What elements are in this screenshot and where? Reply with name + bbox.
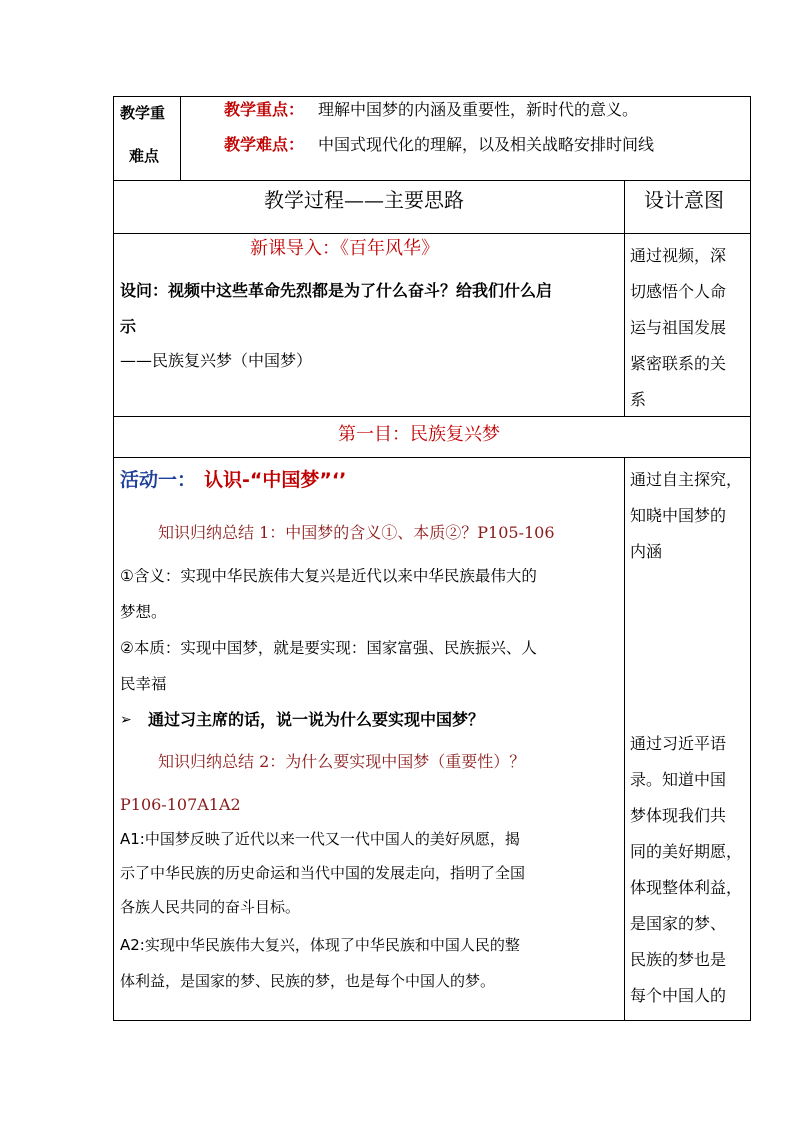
column-divider xyxy=(180,96,181,180)
intent-line: 梦体现我们共 xyxy=(630,806,727,825)
pages-ref: P106-107A1A2 xyxy=(120,795,241,814)
activity-title: 认识-“中国梦”‘’ xyxy=(204,469,347,491)
intent-line: 通过习近平语 xyxy=(630,734,727,753)
table-border-bottom xyxy=(113,1020,751,1021)
difficulty-label-line2: 难点 xyxy=(129,147,160,165)
intro-intent xyxy=(630,238,748,418)
intent-header: 设计意图 xyxy=(644,188,724,212)
meaning-line2: 梦想。 xyxy=(120,603,167,621)
hard-point-label: 教学难点： xyxy=(224,135,305,154)
intent-line: 民族的梦也是 xyxy=(630,950,727,969)
bullet-arrow-icon: ➢ xyxy=(120,712,132,728)
intent-line: 紧密联系的关 xyxy=(630,354,727,373)
intent-line: 内涵 xyxy=(630,542,663,561)
row-divider xyxy=(113,457,751,458)
intent-line: 体现整体利益， xyxy=(630,878,743,897)
intent-line: 通过自主探究， xyxy=(630,470,743,489)
a1-line3: 各族人民共同的奋斗目标。 xyxy=(120,898,301,916)
a2-line2: 体利益，是国家的梦、民族的梦，也是每个中国人的梦。 xyxy=(120,972,496,990)
row-divider xyxy=(113,180,751,181)
a1-line1: A1:中国梦反映了近代以来一代又一代中国人的美好夙愿，揭 xyxy=(120,830,520,848)
summary-2: 知识归纳总结 2：为什么要实现中国梦（重要性）？ xyxy=(158,752,526,771)
intro-question-line2: 示 xyxy=(120,317,137,336)
intent-line: 知晓中国梦的 xyxy=(630,506,727,525)
summary-1: 知识归纳总结 1：中国梦的含义①、本质②？P105-106 xyxy=(158,523,555,542)
intent-line: 系 xyxy=(630,390,647,409)
essence-line2: 民幸福 xyxy=(120,675,167,693)
activity-intent-bottom xyxy=(630,726,748,1014)
intent-line: 录。知道中国 xyxy=(630,770,727,789)
a2-line1: A2:实现中华民族伟大复兴，体现了中华民族和中国人民的整 xyxy=(120,936,520,954)
essence-line1: ②本质：实现中国梦，就是要实现：国家富强、民族振兴、人 xyxy=(120,639,537,657)
row-divider xyxy=(113,233,751,234)
column-divider xyxy=(624,457,625,1020)
table-border-top xyxy=(113,96,751,97)
intro-title: 新课导入：《百年风华》 xyxy=(250,238,439,259)
intent-line: 每个中国人的 xyxy=(630,986,727,1005)
intro-question-line1: 设问：视频中这些革命先烈都是为了什么奋斗？给我们什么启 xyxy=(120,281,553,300)
intent-line: 是国家的梦、 xyxy=(630,914,727,933)
table-border-right xyxy=(750,96,751,1021)
activity-title-prefix: 活动一： xyxy=(120,469,197,491)
a1-line2: 示了中华民族的历史命运和当代中国的发展走向，指明了全国 xyxy=(120,864,526,882)
section-title: 第一目：民族复兴梦 xyxy=(338,424,500,445)
bullet-text: 通过习主席的话，说一说为什么要实现中国梦？ xyxy=(148,710,485,729)
intent-line: 切感悟个人命 xyxy=(630,282,727,301)
column-divider xyxy=(624,180,625,416)
process-header: 教学过程——主要思路 xyxy=(264,188,464,212)
table-border-left xyxy=(113,96,114,1021)
hard-point-text: 中国式现代化的理解，以及相关战略安排时间线 xyxy=(318,135,655,154)
activity-intent-top xyxy=(630,462,748,570)
key-point-text: 理解中国梦的内涵及重要性，新时代的意义。 xyxy=(318,100,639,119)
key-point-label: 教学重点： xyxy=(224,100,305,119)
intent-line: 运与祖国发展 xyxy=(630,318,727,337)
intro-answer: ——民族复兴梦（中国梦） xyxy=(120,351,313,370)
intent-line: 通过视频，深 xyxy=(630,246,727,265)
difficulty-label-line1: 教学重 xyxy=(120,104,166,122)
intent-line: 同的美好期愿， xyxy=(630,842,743,861)
meaning-line1: ①含义：实现中华民族伟大复兴是近代以来中华民族最伟大的 xyxy=(120,567,537,585)
